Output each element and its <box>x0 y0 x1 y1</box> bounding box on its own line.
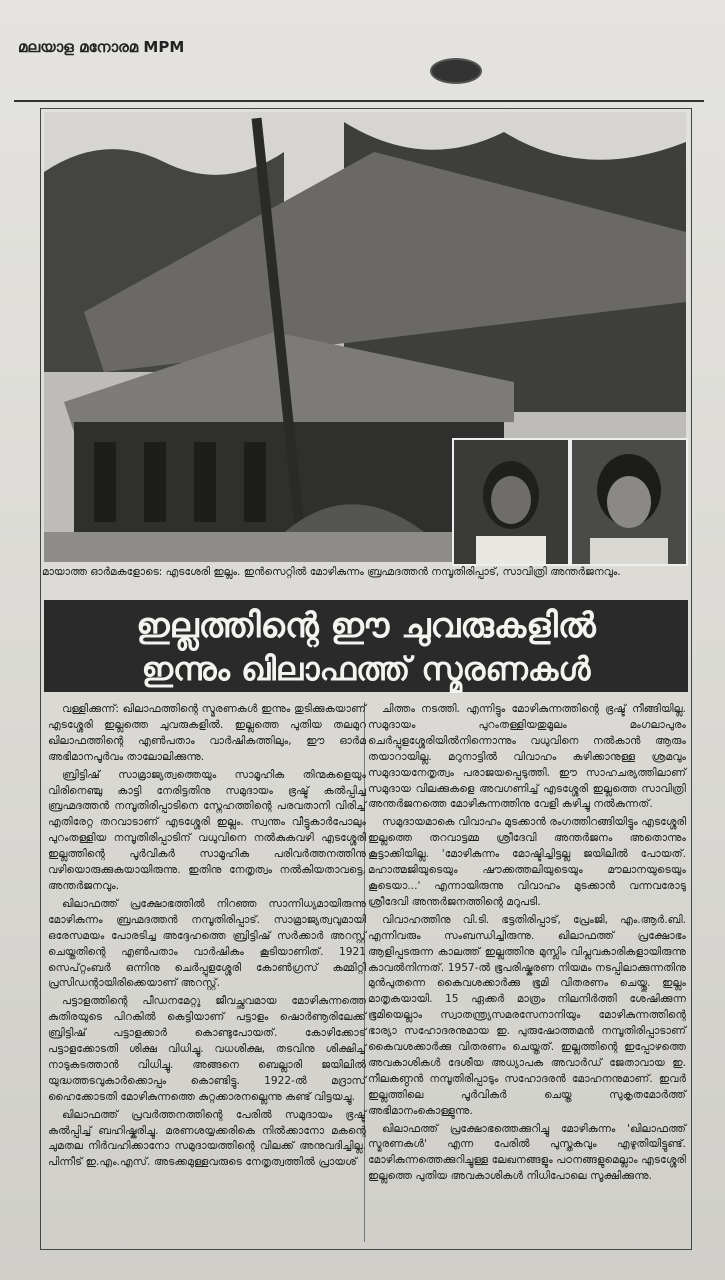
paragraph: സമുദായമാകെ വിവാഹം മുടക്കാൻ രംഗത്തിറങ്ങിയിട്ടും എടശ്ശേരി ഇല്ലത്തെ തറവാട്ടമ്മ ശ്രീദേവി അന്തർജനം അതൊന്നും കൂട്ടാക്കിയില്ല. 'മോഴികുന്നം മോഷ്ടിച്ചിട്ടല്ല ജയിലിൽ പോയത്. മഹാത്മജിയുടെയും ഷൗക്കത്തലിയുടെയും മൗലാനയുടെയും കൂടെയാ...' എന്നായിരുന്നു വിവാഹം മുടക്കാൻ വന്നവരോടു ശ്രീദേവി അന്തർജനത്തിന്റെ മറുപടി. <box>368 816 686 908</box>
paragraph: ഖിലാഫത്ത് പ്രക്ഷോഭത്തിൽ നിറഞ്ഞ സാന്നിധ്യമായിരുന്നു മോഴികുന്നം ബ്രഹ്മദത്തൻ നമ്പൂതിരിപ്പാട്. സാമ്രാജ്യത്വവുമായി ഒരേസമയം പോരടിച്ച അദ്ദേഹത്തെ ബ്രിട്ടിഷ് സർക്കാർ അറസ്റ്റ് ചെയ്തതിന്റെ എൺപതാം വാർഷികം കൂടിയാണിത്. 1921 സെപ്റ്റംബർ ഒന്നിനു ചെർപ്പുളശ്ശേരി കോൺഗ്രസ് കമ്മിറ്റി പ്രസിഡന്റായിരിക്കെയാണ് അറസ്റ്റ്. <box>48 897 366 990</box>
paragraph: ഖിലാഫത്ത് പ്രവർത്തനത്തിന്റെ പേരിൽ സമുദായം ഭ്രഷ്ട് കൽപ്പിച്ച് ബഹിഷ്കരിച്ചു. മരണശയ്യക്കരികെ നിൽക്കാനോ മകന്റെ ചുമതല നിർവഹിക്കാനോ സമുദായത്തിന്റെ വിലക്ക് അനുവദിച്ചില്ല. പിന്നീട് ഇ.എം.എസ്. അടക്കമുള്ളവരുടെ നേതൃത്വത്തിൽ പ്രായശ് <box>48 1108 366 1169</box>
inset-portrait-savithri <box>570 438 688 566</box>
article-column-left <box>48 702 366 1173</box>
masthead-logo-icon <box>430 58 482 84</box>
headline <box>44 604 688 690</box>
headline-line-2: ഇന്നും ഖിലാഫത്ത് സ്മരണകൾ <box>141 650 591 688</box>
masthead-rule <box>14 100 704 102</box>
paragraph: വള്ളിക്കുന്ന്: ഖിലാഫത്തിന്റെ സ്മരണകൾ ഇന്നും തുടിക്കുകയാണ് എടശ്ശേരി ഇല്ലത്തെ ചുവരുകളിൽ. ഇല്ലത്തെ പുതിയ തലമുറ ഖിലാഫത്തിന്റെ എൺപതാം വാർഷികത്തിലും, ഈ ഓർമ അഭിമാനപൂർവം താലോലിക്കുന്നു. <box>48 703 366 763</box>
photo-caption: മായാത്ത ഓർമകളോടെ: എടശേരി ഇല്ലം. ഇൻസെറ്റിൽ മോഴികുന്നം ബ്രഹ്മദത്തൻ നമ്പൂതിരിപ്പാട്, സാവിത്രി അന്തർജനവും. <box>42 566 621 578</box>
paragraph: ഖിലാഫത്ത് പ്രക്ഷോഭത്തെക്കുറിച്ചു മോഴികുന്നം 'ഖിലാഫത്ത് സ്മരണകൾ' എന്ന പേരിൽ പുസ്തകവും എഴുതിയിട്ടുണ്ട്. മോഴികുന്നത്തെക്കുറിച്ചുള്ള ലേഖനങ്ങളും പഠനങ്ങളുമെല്ലാം എടശ്ശേരി ഇല്ലത്തെ പുതിയ അവകാശികൾ നിധിപോലെ സൂക്ഷിക്കുന്നു. <box>368 1122 686 1183</box>
paragraph: പട്ടാളത്തിന്റെ പീഡനമേറ്റു ജീവച്ഛവമായ മോഴികുന്നത്തെ കുതിരയുടെ പിറകിൽ കെട്ടിയാണ് പട്ടാളം ഷൊർണൂരിലേക്ക് ബ്രിട്ടിഷ് പട്ടാളക്കാർ കൊണ്ടുപോയത്. കോഴിക്കോട് പട്ടാളക്കോടതി ശിക്ഷ വിധിച്ചു. വധശിക്ഷ, തടവിനു ശിക്ഷിച്ച് നാടുകടത്താൻ വിധിച്ചു. അങ്ങനെ ബെല്ലാരി ജയിലിൽ യുദ്ധത്തടവുകാർക്കൊപ്പം കൊണ്ടിട്ടു. 1922-ൽ മദ്രാസ് ഹൈക്കോടതി മോഴികുന്നത്തെ കുറ്റക്കാരനല്ലെന്നു കണ്ട് വിട്ടയച്ചു. <box>48 995 366 1103</box>
article-column-right <box>368 702 686 1187</box>
paragraph: ബ്രിട്ടിഷ് സാമ്രാജ്യത്വത്തെയും സാമൂഹിക തിന്മകളെയും വിരിനെഞ്ചു കാട്ടി നേരിട്ടതിനു സമുദായം ഭ്രഷ്ട് കൽപ്പിച്ച ബ്രഹ്മദത്തൻ നമ്പൂതിരിപ്പാടിനെ സ്നേഹത്തിന്റെ പരവതാനി വിരിച്ച് എതിരേറ്റ തറവാടാണ് എടശ്ശേരി ഇല്ലം. സ്വന്തം വീട്ടുകാർപോലും പുറംതള്ളിയ നമ്പൂതിരിപ്പാടിന് വധുവിനെ നൽകുകവഴി എടശ്ശേരി ഇല്ലത്തിന്റെ പൂർവികർ സാമൂഹിക പരിവർത്തനത്തിനു വഴിയൊരുക്കുകയായിരുന്നു. ഇതിനു നേതൃത്വം നൽകിയതാവട്ടെ, അന്തർജനവും. <box>48 768 366 892</box>
inset-portrait-brahmadathan <box>452 438 570 566</box>
masthead: മലയാള മനോരമ MPM <box>18 38 185 56</box>
paragraph: ചിത്തം നടത്തി. എന്നിട്ടും മോഴികുന്നത്തിന്റെ ഭ്രഷ്ട് നീങ്ങിയില്ല. സമുദായം പുറംതള്ളിയതുമൂലം മംഗലാപുരം ചെർപ്പുളശ്ശേരിയിൽനിന്നൊന്നും വധുവിനെ നൽകാൻ ആരും തയാറായില്ല. മറുനാട്ടിൽ വിവാഹം കഴിക്കാനുള്ള ശ്രമവും സമുദായനേതൃത്വം പരാജയപ്പെടുത്തി. ഈ സാഹചര്യത്തിലാണ് സമുദായ വിലക്കുകളെ അവഗണിച്ച് എടശ്ശേരി ഇല്ലത്തെ സാവിത്രി അന്തർജനത്തെ മോഴികുന്നത്തിനു വേളി കഴിച്ചു നൽകുന്നത്. <box>368 703 686 811</box>
paragraph: വിവാഹത്തിനു വി.ടി. ഭട്ടതിരിപ്പാട്, പ്രേംജി, എം.ആർ.ബി. എന്നിവരും സംബന്ധിച്ചിരുന്നു. ഖിലാഫത്ത് പ്രക്ഷോഭം ആളിപ്പടരുന്ന കാലത്ത് ഇല്ലത്തിനു മുസ്ലിം വിപ്ലവകാരികളായിരുന്നു കാവൽനിന്നത്. 1957-ൽ ഭൂപരിഷ്കരണ നിയമം നടപ്പിലാക്കുന്നതിനു മുൻപുതന്നെ കൈവശക്കാർക്കു ഭൂമി വിതരണം ചെയ്തു. ഇല്ലം മാതൃകയായി. 15 ഏക്കർ മാത്രം നിലനിർത്തി ശേഷിക്കുന്ന ഭൂമിയെല്ലാം സ്വാതന്ത്ര്യസമരസേനാനിയും മോഴികുന്നത്തിന്റെ ഭാര്യാ സഹോദരനുമായ ഇ. പുരുഷോത്തമൻ നമ്പൂതിരിപ്പാടാണ് കൈവശക്കാർക്കു വിതരണം ചെയ്തത്. ഇല്ലത്തിന്റെ ഇപ്പോഴത്തെ അവകാശികൾ ദേശീയ അധ്യാപക അവാർഡ് ജേതാവായ ഇ. നീലകണ്ഠൻ നമ്പൂതിരിപ്പാടും സഹോദരൻ മോഹനനുമാണ്. ഇവർ ഇല്ലത്തിലെ പൂർവികർ ചെയ്ത സുകൃതമോർത്ത് അഭിമാനംകൊള്ളുന്നു. <box>368 913 686 1117</box>
headline-line-1: ഇല്ലത്തിന്റെ ഈ ചുവരുകളിൽ <box>136 606 596 646</box>
